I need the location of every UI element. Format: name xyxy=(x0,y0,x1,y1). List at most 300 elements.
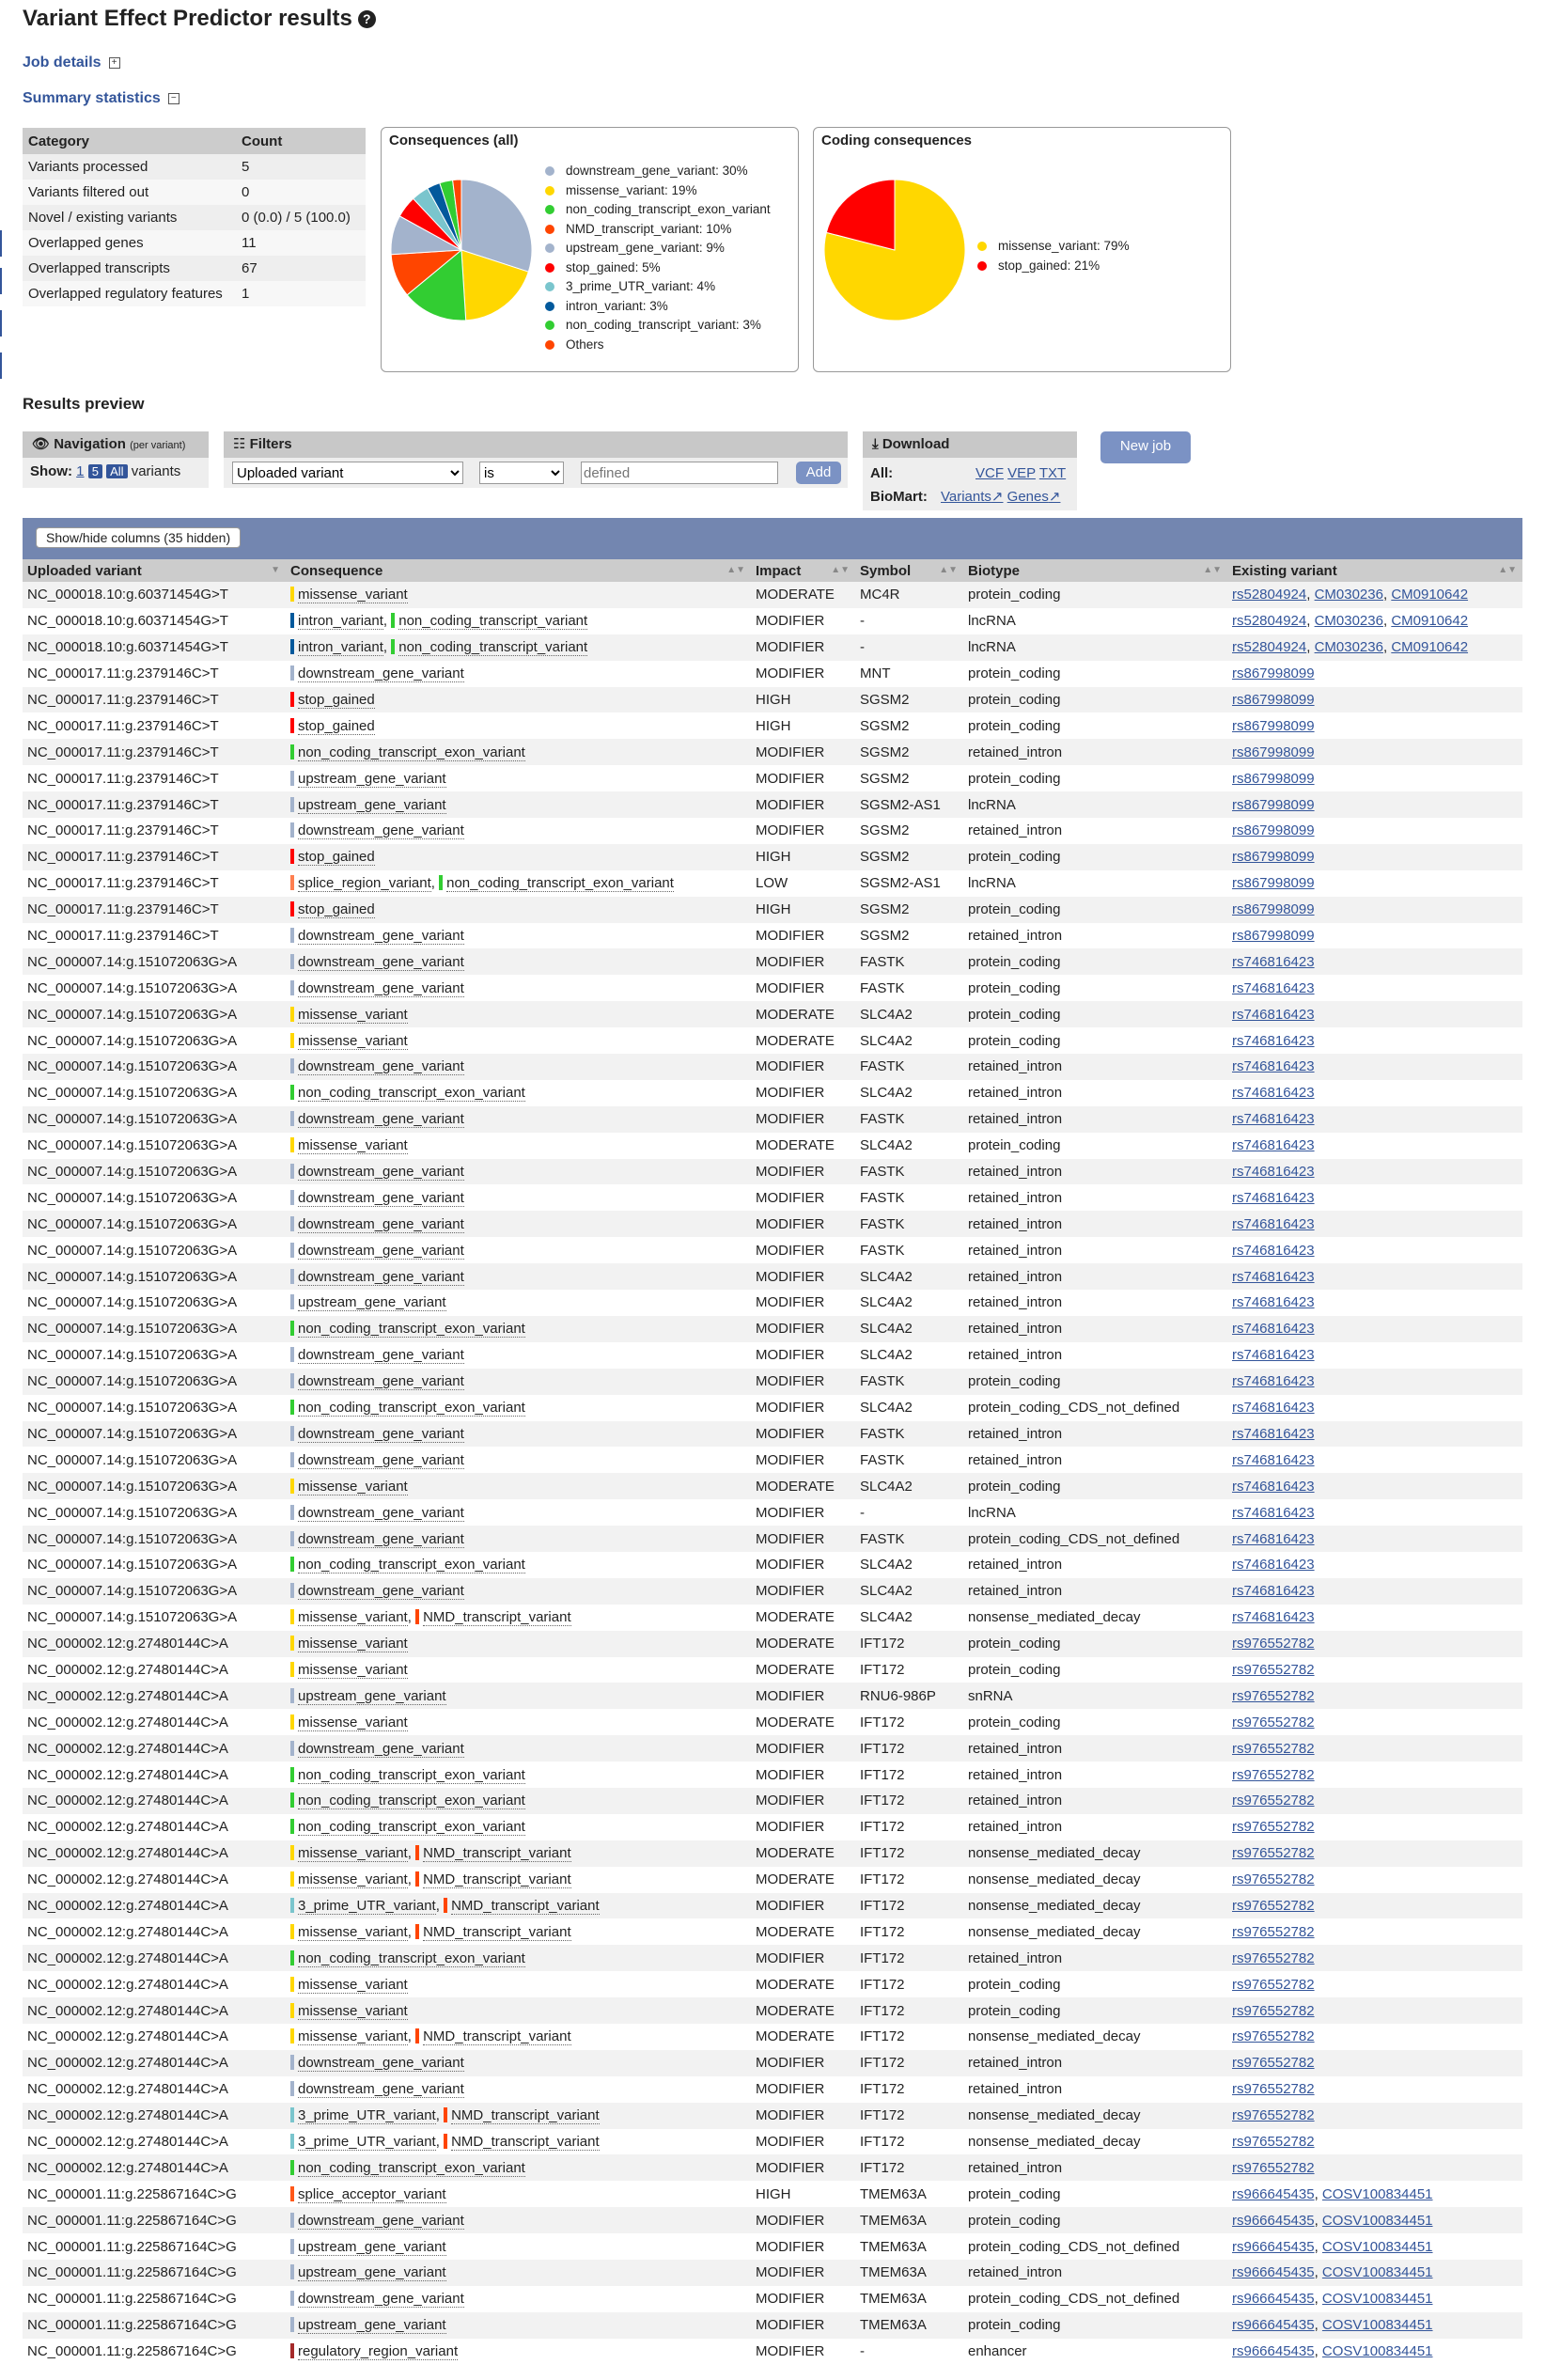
consequence-color-bar xyxy=(290,587,294,602)
table-row xyxy=(23,1080,1522,1106)
existing-variant-cell xyxy=(1227,1447,1522,1473)
existing-variant-link[interactable]: rs746816423 xyxy=(1232,1294,1315,1311)
separator: , xyxy=(1314,2185,1322,2202)
consequence-term[interactable]: downstream_gene_variant xyxy=(298,1058,464,1075)
existing-variant-link[interactable]: rs746816423 xyxy=(1232,1425,1315,1442)
consequence-term[interactable]: non_coding_transcript_exon_variant xyxy=(298,1085,525,1102)
biotype-cell: protein_coding xyxy=(963,1133,1227,1159)
consequence-color-bar xyxy=(290,1793,294,1808)
consequence-color-bar xyxy=(290,1845,294,1860)
consequence-term[interactable]: 3_prime_UTR_variant xyxy=(298,2133,436,2150)
collapse-icon[interactable]: − xyxy=(168,93,179,104)
impact-cell: MODERATE xyxy=(751,1840,855,1867)
separator: , xyxy=(407,1871,416,1888)
existing-variant-link[interactable]: rs746816423 xyxy=(1232,1006,1315,1023)
existing-variant-link[interactable]: rs52804924 xyxy=(1232,639,1307,656)
existing-variant-link[interactable]: rs867998099 xyxy=(1232,770,1315,787)
consequence-term[interactable]: NMD_transcript_variant xyxy=(451,2133,600,2150)
consequence-term[interactable]: missense_variant xyxy=(298,1661,408,1678)
expand-icon[interactable]: + xyxy=(109,57,120,69)
table-row xyxy=(23,1316,1522,1342)
existing-variant-link[interactable]: rs966645435 xyxy=(1232,2212,1315,2229)
legend-item xyxy=(977,239,1130,253)
consequence-term[interactable]: missense_variant xyxy=(298,1478,408,1495)
existing-variant-link[interactable]: rs867998099 xyxy=(1232,875,1315,892)
existing-variant-link[interactable]: rs976552782 xyxy=(1232,1923,1315,1940)
sort-icon[interactable]: ▲▼ xyxy=(1203,565,1222,575)
consequence-term[interactable]: downstream_gene_variant xyxy=(298,2055,464,2072)
biotype-cell: nonsense_mediated_decay xyxy=(963,1867,1227,1893)
existing-variant-link[interactable]: rs976552782 xyxy=(1232,1714,1315,1730)
existing-variant-link[interactable]: rs966645435 xyxy=(1232,2291,1315,2308)
consequence-cell xyxy=(286,1237,751,1263)
consequence-term[interactable]: NMD_transcript_variant xyxy=(423,1845,571,1862)
existing-variant-link[interactable]: rs966645435 xyxy=(1232,2317,1315,2334)
existing-variant-link[interactable]: rs746816423 xyxy=(1232,1189,1315,1206)
consequence-term[interactable]: downstream_gene_variant xyxy=(298,1242,464,1259)
existing-variant-cell xyxy=(1227,1133,1522,1159)
existing-variant-link[interactable]: rs976552782 xyxy=(1232,2028,1315,2045)
consequence-term[interactable]: downstream_gene_variant xyxy=(298,1530,464,1547)
existing-variant-link[interactable]: rs976552782 xyxy=(1232,2055,1315,2072)
existing-variant-link[interactable]: rs746816423 xyxy=(1232,1373,1315,1390)
uploaded-variant-cell: NC_000001.11:g.225867164C>G xyxy=(23,2286,286,2312)
help-icon[interactable]: ? xyxy=(358,10,376,28)
consequence-color-bar xyxy=(290,1085,294,1100)
show-5-button[interactable]: 5 xyxy=(88,464,102,478)
column-header-label: Impact xyxy=(756,562,802,579)
show-1-link[interactable]: 1 xyxy=(76,463,85,479)
biomart-genes-link[interactable]: Genes↗ xyxy=(1007,489,1061,505)
consequence-term[interactable]: NMD_transcript_variant xyxy=(451,1897,600,1914)
biotype-cell: protein_coding xyxy=(963,975,1227,1001)
consequence-term[interactable]: downstream_gene_variant xyxy=(298,1347,464,1364)
existing-variant-link[interactable]: rs746816423 xyxy=(1232,1032,1315,1049)
symbol-cell: TMEM63A xyxy=(855,2181,963,2207)
download-vep-link[interactable]: VEP xyxy=(1007,465,1036,481)
biotype-cell: nonsense_mediated_decay xyxy=(963,2024,1227,2050)
existing-variant-link[interactable]: rs867998099 xyxy=(1232,665,1315,682)
consequence-term[interactable]: regulatory_region_variant xyxy=(298,2343,459,2360)
existing-variant-link[interactable]: COSV100834451 xyxy=(1321,2185,1433,2202)
legend-item xyxy=(545,299,668,313)
table-row xyxy=(23,1631,1522,1657)
consequence-cell xyxy=(286,1657,751,1683)
download-header: ⤓ Download xyxy=(863,431,1077,458)
column-header[interactable] xyxy=(963,559,1227,582)
consequence-term[interactable]: downstream_gene_variant xyxy=(298,1111,464,1128)
existing-variant-link[interactable]: rs867998099 xyxy=(1232,822,1315,839)
existing-variant-link[interactable]: rs746816423 xyxy=(1232,1504,1315,1521)
consequence-term[interactable]: non_coding_transcript_exon_variant xyxy=(298,1400,525,1417)
filter-value-input[interactable] xyxy=(581,462,778,484)
legend-item xyxy=(545,183,697,197)
uploaded-variant-cell: NC_000002.12:g.27480144C>A xyxy=(23,1814,286,1840)
symbol-cell: SGSM2 xyxy=(855,923,963,949)
existing-variant-link[interactable]: CM0910642 xyxy=(1391,587,1469,603)
column-header[interactable] xyxy=(855,559,963,582)
show-all-button[interactable]: All xyxy=(106,464,127,478)
existing-variant-link[interactable]: COSV100834451 xyxy=(1321,2212,1433,2229)
existing-variant-link[interactable]: rs746816423 xyxy=(1232,1347,1315,1364)
stats-row xyxy=(23,256,366,281)
existing-variant-link[interactable]: COSV100834451 xyxy=(1321,2343,1433,2360)
consequence-cell xyxy=(286,1552,751,1578)
existing-variant-link[interactable]: rs976552782 xyxy=(1232,1819,1315,1836)
consequence-term[interactable]: upstream_gene_variant xyxy=(298,770,446,787)
legend-swatch xyxy=(977,242,987,251)
symbol-cell: - xyxy=(855,634,963,661)
uploaded-variant-cell: NC_000007.14:g.151072063G>A xyxy=(23,1342,286,1369)
existing-variant-link[interactable]: rs867998099 xyxy=(1232,744,1315,760)
existing-variant-link[interactable]: rs52804924 xyxy=(1232,587,1307,603)
consequence-term[interactable]: downstream_gene_variant xyxy=(298,1425,464,1442)
consequence-cell xyxy=(286,1027,751,1054)
existing-variant-link[interactable]: rs976552782 xyxy=(1232,2002,1315,2019)
legend-swatch xyxy=(545,243,554,253)
consequence-term[interactable]: downstream_gene_variant xyxy=(298,1583,464,1600)
consequence-term[interactable]: missense_variant xyxy=(298,1923,408,1940)
consequence-term[interactable]: missense_variant xyxy=(298,1871,408,1888)
existing-variant-link[interactable]: rs976552782 xyxy=(1232,1897,1315,1914)
consequence-color-bar xyxy=(290,1294,294,1309)
existing-variant-link[interactable]: CM0910642 xyxy=(1391,613,1469,630)
impact-cell: MODIFIER xyxy=(751,1447,855,1473)
consequence-cell xyxy=(286,2312,751,2339)
consequence-term[interactable]: non_coding_transcript_exon_variant xyxy=(298,1793,525,1809)
download-format-links xyxy=(975,465,1066,481)
existing-variant-link[interactable]: rs966645435 xyxy=(1232,2185,1315,2202)
consequence-term[interactable]: NMD_transcript_variant xyxy=(423,1609,571,1626)
new-job-button[interactable]: New job xyxy=(1100,431,1191,463)
consequence-term[interactable]: upstream_gene_variant xyxy=(298,1294,446,1311)
biotype-cell: retained_intron xyxy=(963,739,1227,765)
existing-variant-cell xyxy=(1227,1184,1522,1211)
uploaded-variant-cell: NC_000001.11:g.225867164C>G xyxy=(23,2339,286,2365)
sort-icon[interactable]: ▲▼ xyxy=(726,565,745,575)
consequence-color-bar xyxy=(415,1924,419,1939)
consequence-term[interactable]: non_coding_transcript_exon_variant xyxy=(446,875,674,892)
existing-variant-link[interactable]: COSV100834451 xyxy=(1321,2238,1433,2255)
table-row xyxy=(23,1526,1522,1552)
uploaded-variant-cell: NC_000018.10:g.60371454G>T xyxy=(23,582,286,608)
existing-variant-link[interactable]: rs52804924 xyxy=(1232,613,1307,630)
consequence-term[interactable]: NMD_transcript_variant xyxy=(451,2107,600,2124)
consequence-term[interactable]: missense_variant xyxy=(298,1976,408,1993)
consequence-term[interactable]: downstream_gene_variant xyxy=(298,953,464,970)
existing-variant-link[interactable]: CM0910642 xyxy=(1391,639,1469,656)
column-header[interactable] xyxy=(751,559,855,582)
consequence-term[interactable]: missense_variant xyxy=(298,1032,408,1049)
existing-variant-link[interactable]: CM030236 xyxy=(1314,613,1383,630)
consequence-term[interactable]: downstream_gene_variant xyxy=(298,1189,464,1206)
column-header[interactable] xyxy=(23,559,286,582)
consequence-term[interactable]: non_coding_transcript_exon_variant xyxy=(298,1949,525,1966)
external-link-icon: ↗ xyxy=(1048,489,1061,505)
consequence-term[interactable]: missense_variant xyxy=(298,1006,408,1023)
existing-variant-link[interactable]: rs746816423 xyxy=(1232,1137,1315,1154)
consequence-term[interactable]: missense_variant xyxy=(298,2028,408,2045)
table-row xyxy=(23,1342,1522,1369)
existing-variant-link[interactable]: rs976552782 xyxy=(1232,1687,1315,1704)
existing-variant-link[interactable]: COSV100834451 xyxy=(1321,2264,1433,2281)
table-row xyxy=(23,2076,1522,2103)
column-header-label: Existing variant xyxy=(1232,562,1337,579)
existing-variant-link[interactable]: CM030236 xyxy=(1314,587,1383,603)
consequence-cell xyxy=(286,661,751,687)
table-row xyxy=(23,1499,1522,1526)
consequence-cell xyxy=(286,1971,751,1997)
filter-field-select[interactable] xyxy=(232,462,463,484)
symbol-cell: SLC4A2 xyxy=(855,1395,963,1421)
existing-variant-link[interactable]: COSV100834451 xyxy=(1321,2317,1433,2334)
existing-variant-link[interactable]: rs966645435 xyxy=(1232,2264,1315,2281)
consequence-term[interactable]: downstream_gene_variant xyxy=(298,1373,464,1390)
table-row xyxy=(23,923,1522,949)
existing-variant-link[interactable]: rs867998099 xyxy=(1232,796,1315,813)
consequence-term[interactable]: splice_acceptor_variant xyxy=(298,2185,446,2202)
consequence-term[interactable]: downstream_gene_variant xyxy=(298,1268,464,1285)
impact-cell: MODIFIER xyxy=(751,1578,855,1605)
consequence-term[interactable]: downstream_gene_variant xyxy=(298,1215,464,1232)
consequence-term[interactable]: upstream_gene_variant xyxy=(298,2264,446,2281)
biotype-cell: retained_intron xyxy=(963,1106,1227,1133)
consequence-term[interactable]: NMD_transcript_variant xyxy=(423,1923,571,1940)
consequence-term[interactable]: downstream_gene_variant xyxy=(298,1451,464,1468)
legend-item xyxy=(545,202,771,216)
existing-variant-link[interactable]: rs746816423 xyxy=(1232,1557,1315,1574)
table-row xyxy=(23,1971,1522,1997)
existing-variant-link[interactable]: rs746816423 xyxy=(1232,1111,1315,1128)
table-row xyxy=(23,1211,1522,1237)
biotype-cell: lncRNA xyxy=(963,608,1227,634)
consequence-term[interactable]: downstream_gene_variant xyxy=(298,1504,464,1521)
impact-cell: MODERATE xyxy=(751,1027,855,1054)
separator: , xyxy=(435,1897,445,1914)
existing-variant-link[interactable]: rs746816423 xyxy=(1232,1609,1315,1626)
existing-variant-link[interactable]: rs976552782 xyxy=(1232,1976,1315,1993)
existing-variant-link[interactable]: rs976552782 xyxy=(1232,2133,1315,2150)
consequence-term[interactable]: 3_prime_UTR_variant xyxy=(298,1897,436,1914)
existing-variant-link[interactable]: rs746816423 xyxy=(1232,1215,1315,1232)
consequence-term[interactable]: missense_variant xyxy=(298,1845,408,1862)
consequence-color-bar xyxy=(391,613,395,628)
existing-variant-link[interactable]: rs976552782 xyxy=(1232,1845,1315,1862)
consequence-color-bar xyxy=(290,2186,294,2201)
consequence-term[interactable]: non_coding_transcript_exon_variant xyxy=(298,1819,525,1836)
consequence-cell xyxy=(286,1001,751,1027)
consequence-term[interactable]: missense_variant xyxy=(298,1609,408,1626)
existing-variant-link[interactable]: rs966645435 xyxy=(1232,2343,1315,2360)
download-all-row: All: xyxy=(870,465,894,481)
sort-icon[interactable]: ▲▼ xyxy=(1498,565,1517,575)
job-details-link[interactable]: Job details + xyxy=(23,55,120,71)
consequence-term[interactable]: upstream_gene_variant xyxy=(298,2317,446,2334)
consequence-term[interactable]: stop_gained xyxy=(298,717,375,734)
stats-row xyxy=(23,281,366,306)
column-header[interactable] xyxy=(286,559,751,582)
existing-variant-link[interactable]: rs746816423 xyxy=(1232,1400,1315,1417)
consequence-term[interactable]: upstream_gene_variant xyxy=(298,1687,446,1704)
consequence-term[interactable]: intron_variant xyxy=(298,613,383,630)
sort-icon[interactable]: ▼ xyxy=(271,565,280,575)
existing-variant-link[interactable]: rs867998099 xyxy=(1232,849,1315,866)
consequence-term[interactable]: missense_variant xyxy=(298,587,408,603)
existing-variant-link[interactable]: rs867998099 xyxy=(1232,692,1315,708)
existing-variant-link[interactable]: rs746816423 xyxy=(1232,1242,1315,1259)
consequence-term[interactable]: downstream_gene_variant xyxy=(298,979,464,996)
uploaded-variant-cell: NC_000017.11:g.2379146C>T xyxy=(23,791,286,818)
consequence-term[interactable]: upstream_gene_variant xyxy=(298,796,446,813)
table-row xyxy=(23,1054,1522,1080)
impact-cell: MODERATE xyxy=(751,1971,855,1997)
consequences-all-pie xyxy=(386,175,537,325)
existing-variant-cell xyxy=(1227,1971,1522,1997)
existing-variant-link[interactable]: CM030236 xyxy=(1314,639,1383,656)
consequence-term[interactable]: stop_gained xyxy=(298,692,375,708)
existing-variant-link[interactable]: rs746816423 xyxy=(1232,1478,1315,1495)
consequence-term[interactable]: 3_prime_UTR_variant xyxy=(298,2107,436,2124)
biomart-variants-link[interactable]: Variants↗ xyxy=(941,489,1004,505)
symbol-cell: SLC4A2 xyxy=(855,1605,963,1631)
consequence-term[interactable]: non_coding_transcript_variant xyxy=(398,613,588,630)
existing-variant-link[interactable]: rs746816423 xyxy=(1232,1164,1315,1181)
impact-cell: MODIFIER xyxy=(751,1342,855,1369)
consequence-term[interactable]: stop_gained xyxy=(298,849,375,866)
consequence-term[interactable]: NMD_transcript_variant xyxy=(423,2028,571,2045)
consequence-term[interactable]: missense_variant xyxy=(298,2002,408,2019)
impact-cell: MODIFIER xyxy=(751,2050,855,2076)
existing-variant-link[interactable]: COSV100834451 xyxy=(1321,2291,1433,2308)
existing-variant-link[interactable]: rs976552782 xyxy=(1232,2081,1315,2098)
uploaded-variant-cell: NC_000002.12:g.27480144C>A xyxy=(23,2076,286,2103)
summary-stats-table xyxy=(23,128,366,306)
existing-variant-link[interactable]: rs976552782 xyxy=(1232,2159,1315,2176)
existing-variant-link[interactable]: rs867998099 xyxy=(1232,928,1315,945)
sort-icon[interactable]: ▲▼ xyxy=(831,565,850,575)
symbol-cell: FASTK xyxy=(855,948,963,975)
separator: , xyxy=(1382,587,1392,603)
consequence-term[interactable]: downstream_gene_variant xyxy=(298,665,464,682)
table-row xyxy=(23,2286,1522,2312)
existing-variant-link[interactable]: rs746816423 xyxy=(1232,1268,1315,1285)
consequence-term[interactable]: non_coding_transcript_exon_variant xyxy=(298,1557,525,1574)
consequence-term[interactable]: upstream_gene_variant xyxy=(298,2238,446,2255)
existing-variant-link[interactable]: rs746816423 xyxy=(1232,953,1315,970)
existing-variant-link[interactable]: rs746816423 xyxy=(1232,1530,1315,1547)
impact-cell: MODIFIER xyxy=(751,948,855,975)
symbol-cell: IFT172 xyxy=(855,1762,963,1788)
existing-variant-cell xyxy=(1227,1342,1522,1369)
existing-variant-link[interactable]: rs976552782 xyxy=(1232,1661,1315,1678)
stats-row xyxy=(23,180,366,205)
biotype-cell: nonsense_mediated_decay xyxy=(963,1893,1227,1919)
consequence-term[interactable]: stop_gained xyxy=(298,901,375,918)
consequence-term[interactable]: non_coding_transcript_exon_variant xyxy=(298,2159,525,2176)
consequence-term[interactable]: downstream_gene_variant xyxy=(298,1740,464,1757)
download-txt-link[interactable]: TXT xyxy=(1038,465,1067,481)
consequence-term[interactable]: downstream_gene_variant xyxy=(298,2212,464,2229)
impact-cell: MODIFIER xyxy=(751,2286,855,2312)
legend-label: NMD_transcript_variant: 10% xyxy=(566,221,732,236)
existing-variant-link[interactable]: rs867998099 xyxy=(1232,717,1315,734)
existing-variant-link[interactable]: rs976552782 xyxy=(1232,1766,1315,1783)
consequence-cell xyxy=(286,1997,751,2024)
consequence-color-bar xyxy=(290,771,294,786)
existing-variant-link[interactable]: rs746816423 xyxy=(1232,1058,1315,1075)
existing-variant-cell xyxy=(1227,818,1522,844)
consequence-term[interactable]: non_coding_transcript_exon_variant xyxy=(298,744,525,760)
consequence-term[interactable]: non_coding_transcript_variant xyxy=(398,639,588,656)
existing-variant-link[interactable]: rs976552782 xyxy=(1232,1740,1315,1757)
existing-variant-link[interactable]: rs976552782 xyxy=(1232,1871,1315,1888)
existing-variant-link[interactable]: rs976552782 xyxy=(1232,2107,1315,2124)
consequence-term[interactable]: splice_region_variant xyxy=(298,875,431,892)
existing-variant-cell xyxy=(1227,897,1522,923)
consequence-term[interactable]: downstream_gene_variant xyxy=(298,2081,464,2098)
column-header[interactable] xyxy=(1227,559,1522,582)
existing-variant-link[interactable]: rs867998099 xyxy=(1232,901,1315,918)
consequence-term[interactable]: missense_variant xyxy=(298,1137,408,1154)
existing-variant-link[interactable]: rs966645435 xyxy=(1232,2238,1315,2255)
consequence-term[interactable]: non_coding_transcript_exon_variant xyxy=(298,1321,525,1338)
consequence-term[interactable]: missense_variant xyxy=(298,1714,408,1730)
existing-variant-link[interactable]: rs746816423 xyxy=(1232,1583,1315,1600)
summary-statistics-link[interactable]: Summary statistics − xyxy=(23,90,179,107)
chart-title: Consequences (all) xyxy=(389,133,519,149)
consequence-term[interactable]: NMD_transcript_variant xyxy=(423,1871,571,1888)
existing-variant-link[interactable]: rs746816423 xyxy=(1232,1451,1315,1468)
consequence-color-bar xyxy=(290,1505,294,1520)
existing-variant-link[interactable]: rs746816423 xyxy=(1232,1321,1315,1338)
table-row xyxy=(23,2312,1522,2339)
existing-variant-link[interactable]: rs976552782 xyxy=(1232,1793,1315,1809)
existing-variant-link[interactable]: rs746816423 xyxy=(1232,979,1315,996)
uploaded-variant-cell: NC_000007.14:g.151072063G>A xyxy=(23,1447,286,1473)
impact-cell: MODERATE xyxy=(751,1001,855,1027)
consequence-term[interactable]: downstream_gene_variant xyxy=(298,2291,464,2308)
separator: , xyxy=(430,875,440,892)
existing-variant-cell xyxy=(1227,2154,1522,2181)
biotype-cell: nonsense_mediated_decay xyxy=(963,2103,1227,2129)
impact-cell: MODERATE xyxy=(751,1918,855,1945)
download-vcf-link[interactable]: VCF xyxy=(975,465,1004,481)
eye-icon: 👁 xyxy=(32,436,51,452)
table-row xyxy=(23,1106,1522,1133)
symbol-cell: IFT172 xyxy=(855,2024,963,2050)
show-hide-columns-button[interactable]: Show/hide columns (35 hidden) xyxy=(36,527,241,548)
existing-variant-link[interactable]: rs976552782 xyxy=(1232,1636,1315,1652)
sort-icon[interactable]: ▲▼ xyxy=(939,565,958,575)
biotype-cell: protein_coding_CDS_not_defined xyxy=(963,1395,1227,1421)
existing-variant-link[interactable]: rs746816423 xyxy=(1232,1085,1315,1102)
consequence-term[interactable]: downstream_gene_variant xyxy=(298,1164,464,1181)
symbol-cell: SGSM2-AS1 xyxy=(855,791,963,818)
consequence-term[interactable]: downstream_gene_variant xyxy=(298,928,464,945)
consequence-term[interactable]: intron_variant xyxy=(298,639,383,656)
consequence-term[interactable]: missense_variant xyxy=(298,1636,408,1652)
existing-variant-link[interactable]: rs976552782 xyxy=(1232,1949,1315,1966)
impact-cell: MODIFIER xyxy=(751,2076,855,2103)
add-filter-button[interactable]: Add xyxy=(796,462,841,484)
consequence-term[interactable]: downstream_gene_variant xyxy=(298,822,464,839)
consequence-term[interactable]: non_coding_transcript_exon_variant xyxy=(298,1766,525,1783)
filter-operator-select[interactable] xyxy=(479,462,564,484)
uploaded-variant-cell: NC_000007.14:g.151072063G>A xyxy=(23,1080,286,1106)
symbol-cell: FASTK xyxy=(855,1526,963,1552)
consequence-color-bar xyxy=(444,2107,447,2122)
symbol-cell: IFT172 xyxy=(855,2129,963,2155)
